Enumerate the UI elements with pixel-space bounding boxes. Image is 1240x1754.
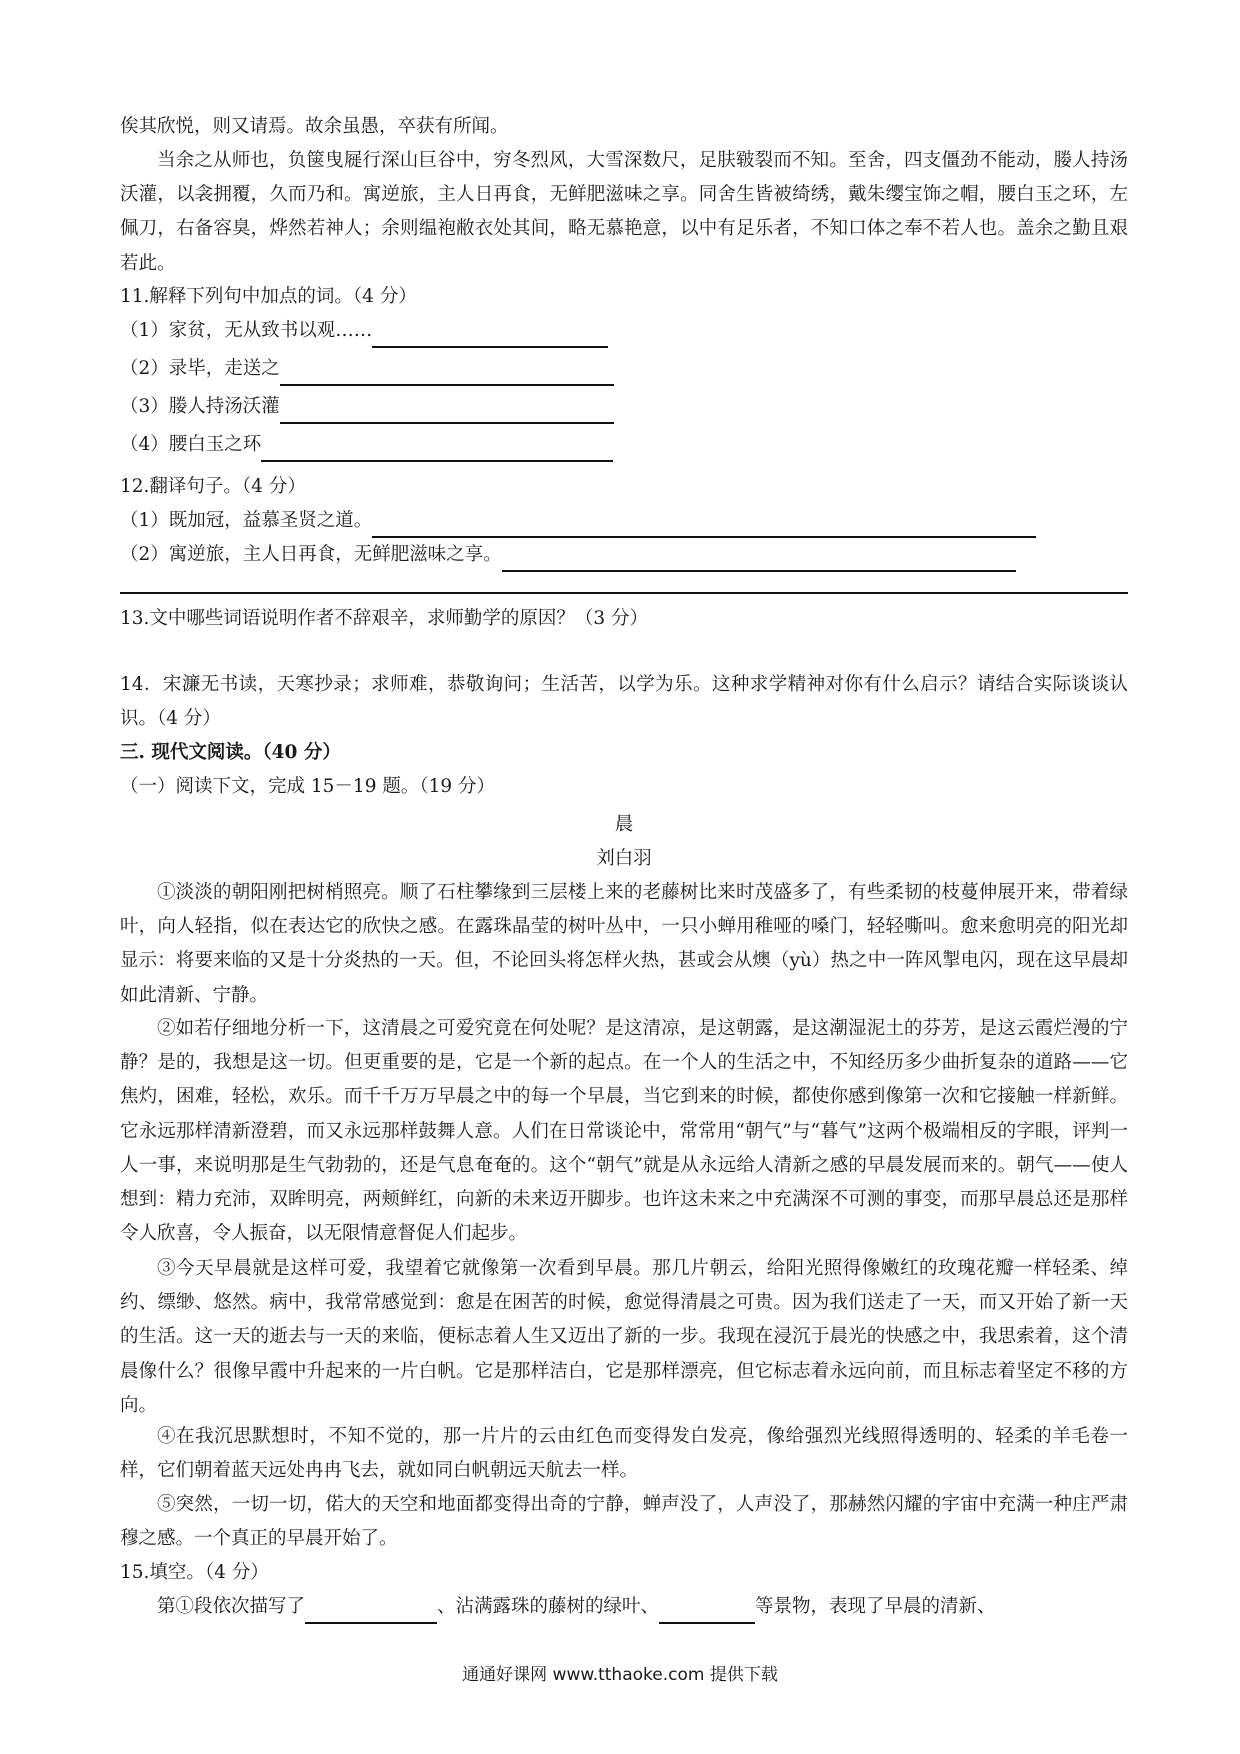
q11-answer-blank-4[interactable]: [261, 436, 613, 462]
q11-answer-blank-1[interactable]: [372, 322, 608, 348]
q12-title: 12.翻译句子。（4 分）: [120, 476, 306, 497]
q11-item-1: [120, 314, 608, 348]
q15-suffix: 等景物，表现了早晨的清新、: [755, 1596, 996, 1617]
q11-title: 11.解释下列句中加点的词。（4 分）: [120, 286, 417, 307]
q12-answer-line[interactable]: [120, 592, 1128, 594]
article-para-3: ③今天早晨就是这样可爱，我望着它就像第一次看到早晨。那几片朝云，给阳光照得像嫩红的玫瑰花瓣一样轻柔、绰约、缥缈、悠然。病中，我常常感觉到：愈是在困苦的时候，愈觉得清晨之可贵。因为我们送走了一天，而又开始了新一天的生活。这一天的逝去与一天的来临，便标志着人生又迈出了新的一步。我现在浸沉于晨光的快感之中，我思索着，这个清晨像什么？很像早霞中升起来的一片白帆。它是那样洁白，它是那样漂亮，但它标志着永远向前，而且标志着坚定不移的方向。: [120, 1258, 1128, 1416]
page-footer: 通通好课网 www.tthaoke.com 提供下载: [462, 1665, 778, 1685]
q15-prefix: 第①段依次描写了: [157, 1596, 306, 1617]
q12-answer-blank-1[interactable]: [372, 512, 1036, 538]
classical-para-end: 俟其欣悦，则又请焉。故余虽愚，卒获有所闻。: [120, 116, 509, 137]
q11-item-3: [120, 390, 614, 424]
q11-item-2: [120, 352, 614, 386]
q15-fill-row: [157, 1590, 996, 1624]
q12-item-2-text: （2）寓逆旅，主人日再食，无鲜肥滋味之享。: [120, 544, 502, 565]
q13-text: 13.文中哪些词语说明作者不辞艰辛，求师勤学的原因？（3 分）: [120, 608, 649, 629]
q12-answer-blank-2[interactable]: [502, 546, 1016, 572]
q11-item-3-text: （3）媵人持汤沃灌: [120, 396, 280, 417]
q11-item-2-text: （2）录毕，走送之: [120, 358, 280, 379]
q15-blank-1[interactable]: [305, 1598, 437, 1624]
article-author: 刘白羽: [596, 848, 652, 869]
article-title: 晨: [614, 814, 634, 835]
article-para-1: ①淡淡的朝阳刚把树梢照亮。顺了石柱攀缘到三层楼上来的老藤树比来时茂盛多了，有些柔韧的枝蔓伸展开来，带着绿叶，向人轻指，似在表达它的欣快之感。在露珠晶莹的树叶丛中，一只小蝉用稚哑的嗓门，轻轻嘶叫。愈来愈明亮的阳光却显示：将要来临的又是十分炎热的一天。但，不论回头将怎样火热，甚或会从燠（yù）热之中一阵风掣电闪，现在这早晨却如此清新、宁静。: [120, 882, 1128, 1006]
q12-item-1: [120, 504, 1036, 538]
q11-answer-blank-3[interactable]: [280, 398, 614, 424]
section-3-title: 三. 现代文阅读。（40 分）: [120, 742, 341, 763]
q11-answer-blank-2[interactable]: [280, 360, 614, 386]
q11-item-4: [120, 428, 613, 462]
classical-para-2: 当余之从师也，负箧曳屣行深山巨谷中，穷冬烈风，大雪深数尺，足肤皲裂而不知。至舍，四支僵劲不能动，媵人持汤沃灌，以衾拥覆，久而乃和。寓逆旅，主人日再食，无鲜肥滋味之享。同舍生皆被绮绣，戴朱缨宝饰之帽，腰白玉之环，左佩刀，右备容臭，烨然若神人；余则缊袍敝衣处其间，略无慕艳意，以中有足乐者，不知口体之奉不若人也。盖余之勤且艰若此。: [120, 150, 1128, 274]
q15-title: 15.填空。（4 分）: [120, 1562, 269, 1583]
q11-item-1-text: （1）家贫，无从致书以观……: [120, 320, 373, 341]
article-para-5: ⑤突然，一切一切，偌大的天空和地面都变得出奇的宁静，蝉声没了，人声没了，那赫然闪耀的宇宙中充满一种庄严肃穆之感。一个真正的早晨开始了。: [120, 1494, 1128, 1550]
article-para-4: ④在我沉思默想时，不知不觉的，那一片片的云由红色而变得发白发亮，像给强烈光线照得透明的、轻柔的羊毛卷一样，它们朝着蓝天远处冉冉飞去，就如同白帆朝远天航去一样。: [120, 1426, 1128, 1482]
q15-middle: 、沾满露珠的藤树的绿叶、: [437, 1596, 660, 1617]
q15-blank-2[interactable]: [659, 1598, 755, 1624]
q12-item-1-text: （1）既加冠，益慕圣贤之道。: [120, 510, 373, 531]
article-para-2: ②如若仔细地分析一下，这清晨之可爱究竟在何处呢？是这清凉，是这朝露，是这潮湿泥土的芬芳，是这云霞烂漫的宁静？是的，我想是这一切。但更重要的是，它是一个新的起点。在一个人的生活之中，不知经历多少曲折复杂的道路——它焦灼，困难，轻松，欢乐。而千千万万早晨之中的每一个早晨，当它到来的时候，都使你感到像第一次和它接触一样新鲜。它永远那样清新澄碧，而又永远那样鼓舞人意。人们在日常谈论中，常常用“朝气”与“暮气”这两个极端相反的字眼，评判一人一事，来说明那是生气勃勃的，还是气息奄奄的。这个“朝气”就是从永远给人清新之感的早晨发展而来的。朝气——使人想到：精力充沛，双眸明亮，两颊鲜红，向新的未来迈开脚步。也许这未来之中充满深不可测的事变，而那早晨总还是那样令人欣喜，令人振奋，以无限情意督促人们起步。: [120, 1018, 1128, 1245]
q11-item-4-text: （4）腰白玉之环: [120, 434, 262, 455]
section-3-subtitle: （一）阅读下文，完成 15－19 题。（19 分）: [120, 776, 496, 797]
q14-text: 14．宋濂无书读，天寒抄录；求师难，恭敬询问；生活苦，以学为乐。这种求学精神对你有什么启示？请结合实际谈谈认识。（4 分）: [120, 674, 1128, 730]
q12-item-2: [120, 538, 1016, 572]
